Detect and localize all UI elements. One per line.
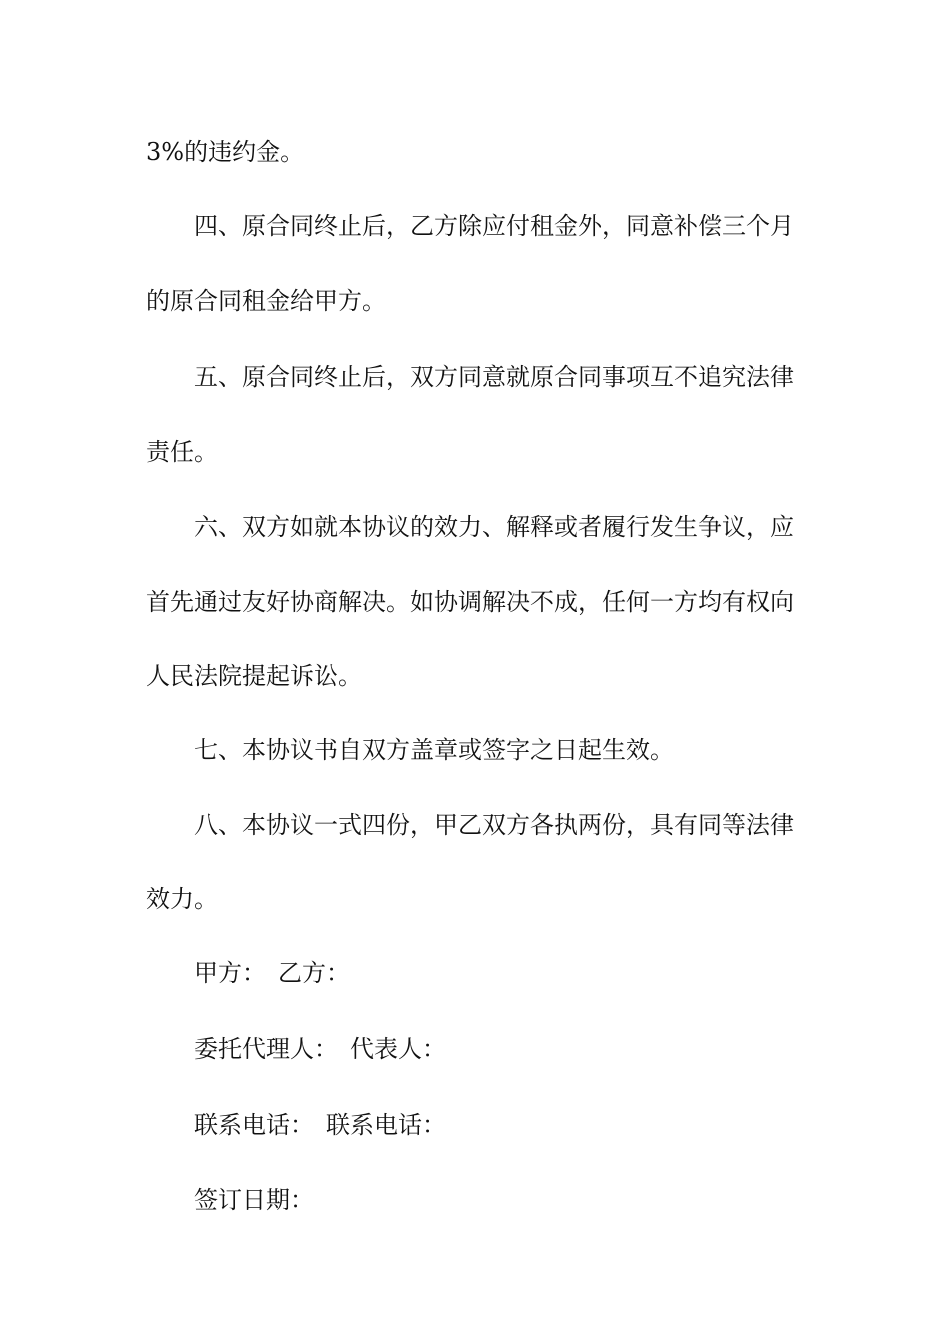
clause-4-line-1: 四、原合同终止后，乙方除应付租金外，同意补偿三个月	[194, 212, 794, 240]
clause-6-line-2: 首先通过友好协商解决。如协调解决不成，任何一方均有权向	[146, 588, 794, 616]
clause-6-line-3: 人民法院提起诉讼。	[146, 662, 362, 690]
clause-6-line-1: 六、双方如就本协议的效力、解释或者履行发生争议，应	[194, 513, 794, 541]
clause-8-line-2: 效力。	[146, 885, 218, 913]
signature-date: 签订日期：	[194, 1186, 314, 1214]
clause-3-continuation: 3%的违约金。	[146, 138, 305, 166]
signature-phones: 联系电话： 联系电话：	[194, 1111, 446, 1139]
signature-parties: 甲方： 乙方：	[194, 959, 350, 987]
clause-4-line-2: 的原合同租金给甲方。	[146, 287, 386, 315]
clause-7: 七、本协议书自双方盖章或签字之日起生效。	[194, 736, 674, 764]
clause-8-line-1: 八、本协议一式四份，甲乙双方各执两份，具有同等法律	[194, 811, 794, 839]
clause-5-line-1: 五、原合同终止后，双方同意就原合同事项互不追究法律	[194, 363, 794, 391]
signature-agents: 委托代理人： 代表人：	[194, 1035, 446, 1063]
clause-5-line-2: 责任。	[146, 438, 218, 466]
